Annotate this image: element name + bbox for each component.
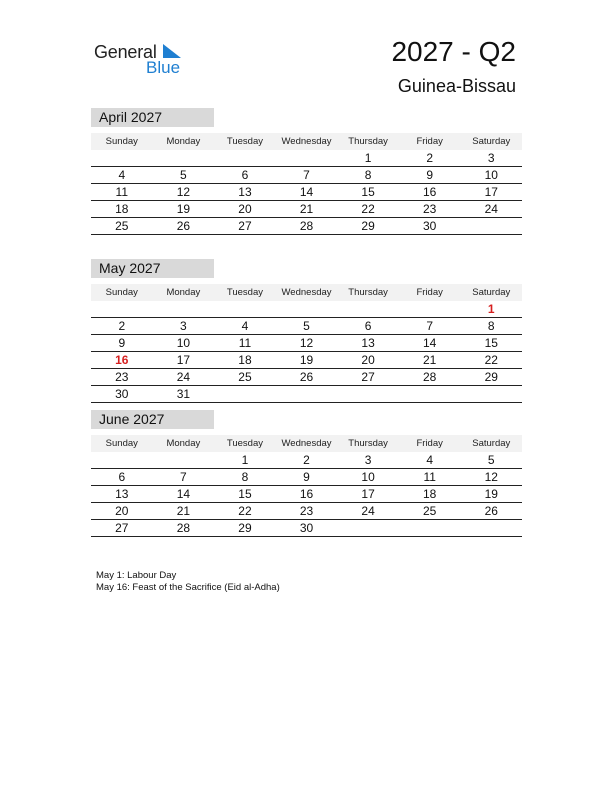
day-cell: 11 [115,185,129,199]
week-row [91,486,522,503]
day-cell: 11 [238,336,252,350]
week-row [91,150,522,167]
holiday-note: May 16: Feast of the Sacrifice (Eid al-Adha) [96,582,280,593]
day-cell: 10 [484,168,498,182]
holiday-day-cell: 1 [487,302,495,316]
day-cell: 17 [176,353,191,367]
weekday-header-row [91,133,522,150]
day-cell: 2 [303,453,310,467]
day-cell: 14 [299,185,314,199]
week-row [91,469,522,486]
day-cell: 14 [176,487,191,501]
month-june [91,410,522,537]
holiday-notes [96,570,280,594]
empty-day-cell [460,520,522,536]
day-cell: 25 [115,219,129,233]
weekday-label: Tuesday [226,287,263,298]
week-row [91,201,522,218]
day-cell: 9 [426,168,434,182]
empty-day-cell [399,301,461,317]
day-cell: 22 [484,353,498,367]
day-cell: 29 [484,370,498,384]
country-name: Guinea-Bissau [397,76,516,96]
day-cell: 26 [299,370,314,384]
day-cell: 4 [118,168,126,182]
empty-day-cell [91,150,153,166]
day-cell: 22 [361,202,375,216]
empty-day-cell [214,150,276,166]
weekday-label: Sunday [105,438,138,449]
weekday-label: Sunday [105,287,138,298]
day-cell: 6 [364,319,372,333]
empty-day-cell [337,520,399,536]
day-cell: 26 [484,504,498,518]
day-cell: 30 [423,219,437,233]
generalblue-logo [94,40,194,80]
week-row [91,318,522,335]
weekday-label: Wednesday [281,287,332,298]
weekday-label: Thursday [348,438,388,449]
day-cell: 24 [176,370,191,384]
week-row [91,452,522,469]
weekday-header-row [91,284,522,301]
day-cell: 7 [426,319,434,333]
weekday-label: Saturday [472,136,511,147]
day-cell: 10 [176,336,191,350]
weekday-label: Thursday [348,136,388,147]
day-cell: 24 [361,504,375,518]
month-label: April 2027 [91,108,214,127]
empty-day-cell [337,386,399,402]
empty-day-cell [153,301,215,317]
day-cell: 5 [487,453,495,467]
empty-day-cell [91,452,153,468]
day-cell: 2 [426,151,434,165]
day-cell: 25 [423,504,437,518]
day-cell: 2 [118,319,126,333]
day-cell: 18 [423,487,437,501]
empty-day-cell [337,301,399,317]
day-cell: 27 [361,370,375,384]
weekday-label: Sunday [105,136,138,147]
day-cell: 30 [115,387,129,401]
weekday-label: Saturday [472,287,511,298]
day-cell: 29 [238,521,252,535]
day-cell: 23 [115,370,129,384]
day-cell: 4 [426,453,434,467]
day-cell: 8 [241,470,249,484]
weeks-grid [91,452,522,537]
weekday-label: Monday [166,438,201,449]
week-row [91,218,522,235]
empty-day-cell [91,301,153,317]
day-cell: 26 [176,219,191,233]
day-cell: 4 [241,319,249,333]
empty-day-cell [153,452,215,468]
day-cell: 28 [299,219,314,233]
week-row [91,369,522,386]
week-row [91,184,522,201]
day-cell: 3 [364,453,372,467]
day-cell: 6 [118,470,126,484]
empty-day-cell [153,150,215,166]
day-cell: 19 [299,353,314,367]
day-cell: 23 [299,504,314,518]
day-cell: 15 [484,336,498,350]
empty-day-cell [276,150,338,166]
week-row [91,352,522,369]
weekday-label: Tuesday [226,136,263,147]
week-row [91,520,522,537]
logo-flag-icon [163,42,183,58]
day-cell: 30 [299,521,314,535]
day-cell: 1 [364,151,372,165]
empty-day-cell [460,218,522,234]
day-cell: 22 [238,504,252,518]
day-cell: 27 [115,521,129,535]
holiday-note: May 1: Labour Day [96,570,177,581]
day-cell: 28 [423,370,437,384]
day-cell: 3 [180,319,187,333]
day-cell: 14 [423,336,437,350]
month-label: May 2027 [91,259,214,278]
day-cell: 13 [361,336,375,350]
weekday-label: Monday [166,136,201,147]
weeks-grid [91,301,522,403]
day-cell: 9 [118,336,126,350]
day-cell: 27 [238,219,252,233]
day-cell: 12 [176,185,191,199]
empty-day-cell [460,386,522,402]
day-cell: 18 [238,353,252,367]
weekday-label: Friday [416,136,443,147]
day-cell: 12 [484,470,498,484]
empty-day-cell [214,386,276,402]
day-cell: 1 [241,453,249,467]
day-cell: 28 [176,521,191,535]
empty-day-cell [399,386,461,402]
day-cell: 31 [176,387,191,401]
day-cell: 25 [238,370,252,384]
page-title: 2027 - Q2 [391,36,516,67]
day-cell: 20 [115,504,129,518]
holiday-day-cell: 16 [115,353,129,367]
day-cell: 16 [423,185,437,199]
day-cell: 8 [364,168,372,182]
day-cell: 5 [303,319,310,333]
weekday-label: Thursday [348,287,388,298]
day-cell: 20 [361,353,375,367]
month-may [91,259,522,403]
weekday-header-row [91,435,522,452]
day-cell: 19 [176,202,191,216]
weekday-label: Wednesday [281,438,332,449]
day-cell: 13 [115,487,129,501]
logo-blue-text: Blue [146,58,181,77]
week-row [91,167,522,184]
day-cell: 15 [361,185,375,199]
day-cell: 5 [180,168,187,182]
week-row [91,301,522,318]
empty-day-cell [399,520,461,536]
day-cell: 21 [299,202,314,216]
day-cell: 16 [299,487,314,501]
day-cell: 11 [423,470,436,484]
weekday-label: Friday [416,438,443,449]
weekday-label: Monday [166,287,201,298]
day-cell: 21 [176,504,191,518]
week-row [91,386,522,403]
weekday-label: Tuesday [226,438,263,449]
day-cell: 12 [299,336,314,350]
weekday-label: Saturday [472,438,511,449]
weeks-grid [91,150,522,235]
day-cell: 19 [484,487,498,501]
day-cell: 21 [423,353,437,367]
month-label: June 2027 [91,410,214,429]
week-row [91,335,522,352]
empty-day-cell [276,386,338,402]
day-cell: 10 [361,470,375,484]
day-cell: 15 [238,487,252,501]
day-cell: 8 [487,319,495,333]
day-cell: 7 [180,470,187,484]
day-cell: 3 [487,151,495,165]
day-cell: 7 [303,168,310,182]
day-cell: 24 [484,202,498,216]
day-cell: 17 [484,185,498,199]
day-cell: 20 [238,202,252,216]
day-cell: 17 [361,487,375,501]
day-cell: 6 [241,168,249,182]
day-cell: 9 [303,470,310,484]
empty-day-cell [276,301,338,317]
weekday-label: Wednesday [281,136,332,147]
week-row [91,503,522,520]
day-cell: 23 [423,202,437,216]
weekday-label: Friday [416,287,443,298]
day-cell: 18 [115,202,129,216]
day-cell: 13 [238,185,252,199]
day-cell: 29 [361,219,375,233]
month-april [91,108,522,235]
empty-day-cell [214,301,276,317]
logo-general-text: General [94,42,157,62]
